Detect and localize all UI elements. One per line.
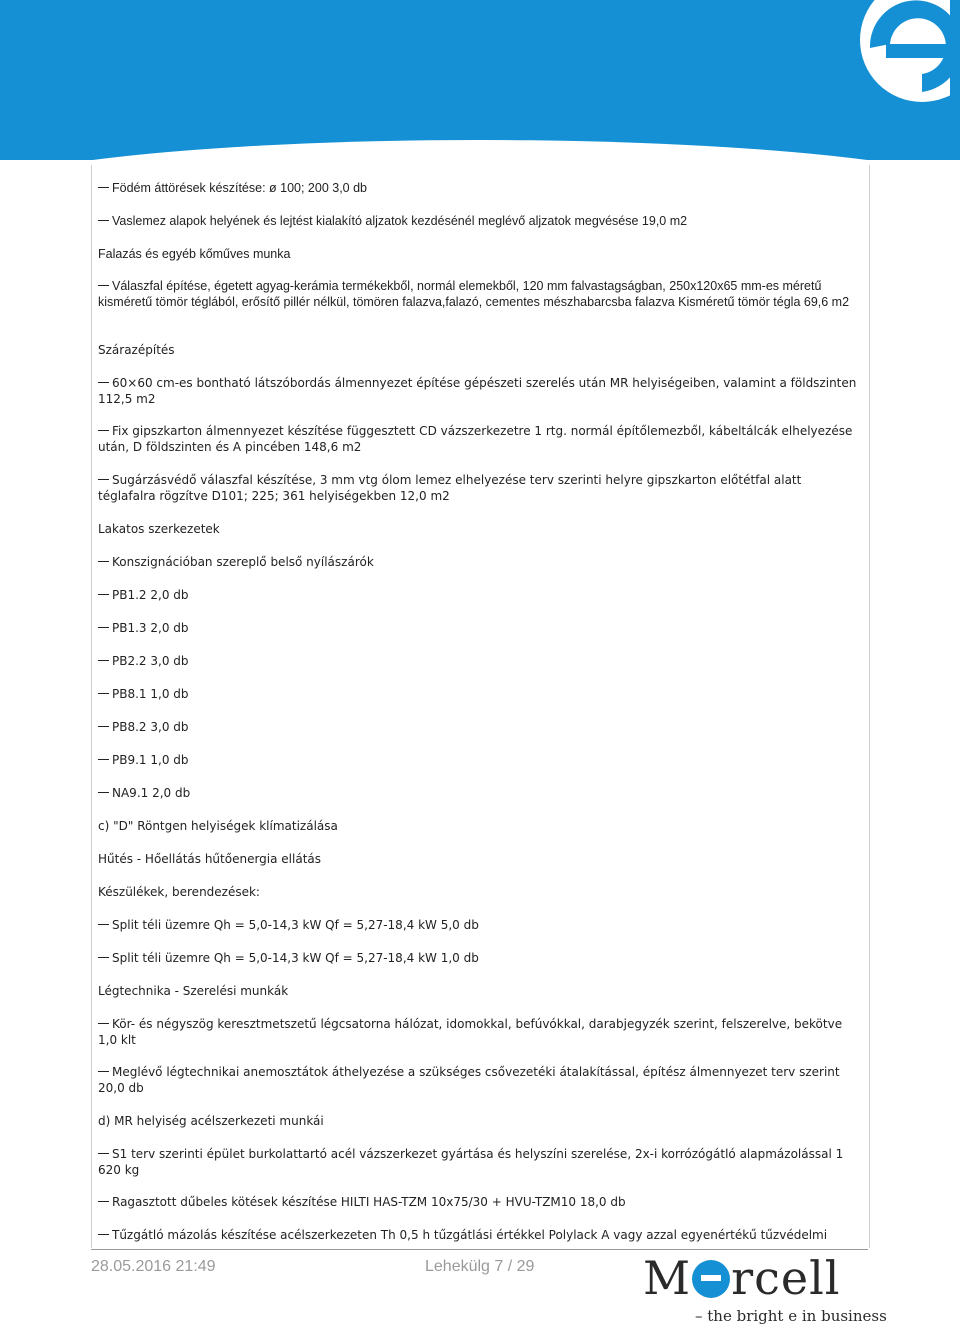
dash-bullet-icon — [98, 1023, 109, 1024]
footer-date: 28.05.2016 21:49 — [91, 1258, 216, 1275]
entry-text: Lakatos szerkezetek — [98, 522, 220, 536]
dash-bullet-icon — [98, 479, 109, 480]
brand-tagline: – the bright e in business — [695, 1307, 887, 1325]
entry-text: Készülékek, berendezések: — [98, 885, 260, 899]
section-heading — [98, 522, 858, 538]
brand-logo — [643, 1251, 887, 1325]
entry-text: 60×60 cm-es bontható látszóbordás álmennyezet építése gépészeti szerelés után MR helyiségeiben, valamint a földszinten 112,5 m2 — [98, 376, 857, 406]
list-item — [98, 555, 858, 571]
dash-bullet-icon — [98, 561, 109, 562]
brand-name-start: M — [643, 1251, 692, 1305]
list-item — [98, 1147, 858, 1178]
entry-text: PB8.1 1,0 db — [112, 687, 189, 701]
footer-divider — [91, 1249, 868, 1250]
dash-bullet-icon — [98, 430, 109, 431]
dash-bullet-icon — [98, 187, 109, 188]
entry-text: Légtechnika - Szerelési munkák — [98, 984, 289, 998]
merkapt-e-logo-icon — [850, 0, 950, 110]
dash-bullet-icon — [98, 1153, 109, 1154]
entry-text: PB1.2 2,0 db — [112, 588, 189, 602]
list-item — [98, 376, 858, 407]
entry-text: Tűzgátló mázolás készítése acélszerkezeten Th 0,5 h tűzgátlási értékkel Polylack A vagy azzal egyenértékű tűzvédelmi — [112, 1228, 828, 1242]
dash-bullet-icon — [98, 627, 109, 628]
entry-text: Falazás és egyéb kőműves munka — [98, 247, 291, 261]
footer-page-number: Lehekülg 7 / 29 — [425, 1258, 535, 1275]
entry-text: Sugárzásvédő válaszfal készítése, 3 mm vtg ólom lemez elhelyezése terv szerinti helyre gipszkarton előtétfal alatt téglafalra rögzítve D101; 225; 361 helyiségekben 12,0 m2 — [98, 473, 802, 503]
entry-text: NA9.1 2,0 db — [112, 786, 191, 800]
entry-text: Kör- és négyszög keresztmetszetű légcsatorna hálózat, idomokkal, befúvókkal, darabjegyzék szerint, felszerelve, bekötve 1,0 klt — [98, 1017, 843, 1047]
list-item — [98, 753, 858, 769]
document-body — [91, 165, 870, 1248]
dash-bullet-icon — [98, 693, 109, 694]
dash-bullet-icon — [98, 1201, 109, 1202]
section-heading — [98, 1114, 858, 1130]
entry-text: PB2.2 3,0 db — [112, 654, 189, 668]
section-heading — [98, 984, 858, 1000]
entry-text: Szárazépítés — [98, 343, 175, 357]
dash-bullet-icon — [98, 759, 109, 760]
list-item — [98, 181, 858, 197]
dash-bullet-icon — [98, 957, 109, 958]
entry-text: PB9.1 1,0 db — [112, 753, 189, 767]
dash-bullet-icon — [98, 220, 109, 221]
list-item — [98, 621, 858, 637]
list-item — [98, 1195, 858, 1211]
entry-text: Födém áttörések készítése: ø 100; 200 3,0 db — [112, 181, 368, 195]
entry-text: Split téli üzemre Qh = 5,0-14,3 kW Qf = 5,27-18,4 kW 1,0 db — [112, 951, 479, 965]
list-item — [98, 279, 858, 310]
dash-bullet-icon — [98, 382, 109, 383]
list-item — [98, 1017, 858, 1048]
list-item — [98, 687, 858, 703]
section-heading — [98, 819, 858, 835]
entry-text: Konszignációban szereplő belső nyílászárók — [112, 555, 374, 569]
list-item — [98, 720, 858, 736]
dash-bullet-icon — [98, 924, 109, 925]
dash-bullet-icon — [98, 285, 109, 286]
list-item — [98, 588, 858, 604]
brand-name-end: rcell — [731, 1251, 841, 1305]
section-heading — [98, 343, 858, 359]
entry-text: c) "D" Röntgen helyiségek klímatizálása — [98, 819, 338, 833]
section-heading — [98, 247, 858, 263]
entry-text: Hűtés - Hőellátás hűtőenergia ellátás — [98, 852, 322, 866]
entry-text: Split téli üzemre Qh = 5,0-14,3 kW Qf = 5,27-18,4 kW 5,0 db — [112, 918, 479, 932]
list-item — [98, 1065, 858, 1096]
entry-text: d) MR helyiség acélszerkezeti munkái — [98, 1114, 324, 1128]
brand-e-icon — [692, 1260, 730, 1298]
list-item — [98, 786, 858, 802]
brand-wordmark — [643, 1253, 841, 1303]
entry-text: Meglévő légtechnikai anemosztátok áthelyezése a szükséges csővezetéki átalakítással, építész álmennyezet terv szerint 20,0 db — [98, 1065, 840, 1095]
dash-bullet-icon — [98, 726, 109, 727]
list-item — [98, 424, 858, 455]
list-item — [98, 654, 858, 670]
entry-text: PB1.3 2,0 db — [112, 621, 189, 635]
list-item — [98, 918, 858, 934]
dash-bullet-icon — [98, 1234, 109, 1235]
section-heading — [98, 885, 858, 901]
dash-bullet-icon — [98, 594, 109, 595]
entry-text: S1 terv szerinti épület burkolattartó acél vázszerkezet gyártása és helyszíni szerelése, 2x-i korrózógátló alapmázolással 1 620 kg — [98, 1147, 844, 1177]
dash-bullet-icon — [98, 1071, 109, 1072]
entry-text: Válaszfal építése, égetett agyag-kerámia termékekből, normál elemekből, 120 mm falvastagságban, 250x120x65 mm-es méretű kisméretű tömör téglából, erősítő pillér nélkül, tömören falazva,falazó, cementes mészhabarcsba falazva Kisméretű tömör tégla 69,6 m2 — [98, 279, 850, 309]
list-item — [98, 214, 858, 230]
header-band — [0, 0, 960, 160]
entry-text: Vaslemez alapok helyének és lejtést kialakító aljzatok kezdésénél meglévő aljzatok megvésése 19,0 m2 — [112, 214, 688, 228]
section-heading — [98, 852, 858, 868]
list-item — [98, 473, 858, 504]
entry-text: Fix gipszkarton álmennyezet készítése függesztett CD vázszerkezetre 1 rtg. normál építőlemezből, kábeltálcák elhelyezése után, D földszinten és A pincében 148,6 m2 — [98, 424, 853, 454]
dash-bullet-icon — [98, 660, 109, 661]
list-item — [98, 1228, 858, 1244]
entry-text: PB8.2 3,0 db — [112, 720, 189, 734]
entry-text: Ragasztott dűbeles kötések készítése HILTI HAS-TZM 10x75/30 + HVU-TZM10 18,0 db — [112, 1195, 626, 1209]
dash-bullet-icon — [98, 792, 109, 793]
list-item — [98, 951, 858, 967]
